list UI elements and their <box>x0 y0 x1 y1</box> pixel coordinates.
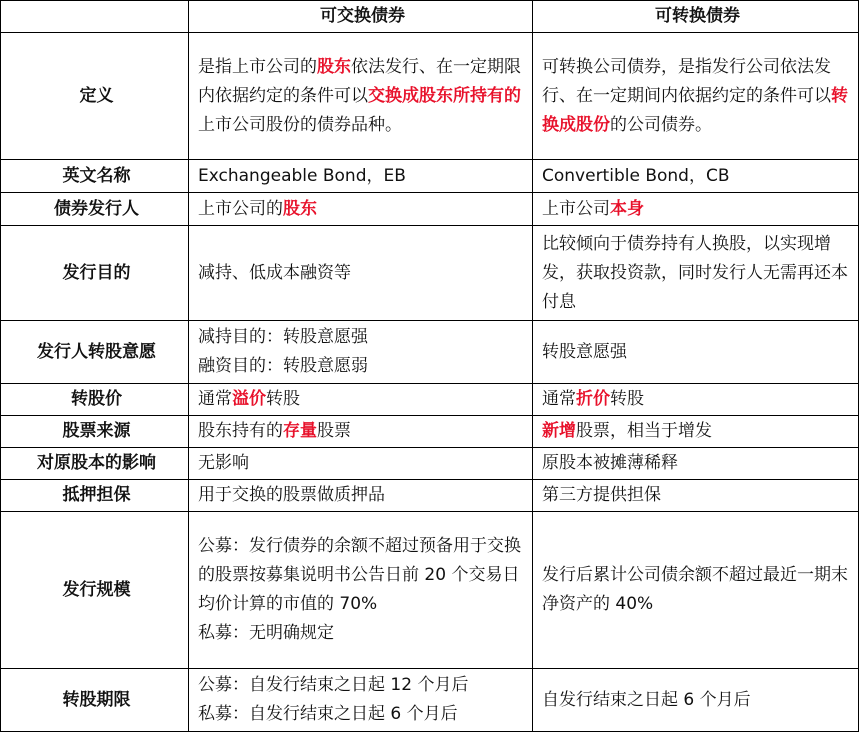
header-convertible-bond: 可转换债券 <box>533 1 859 33</box>
text: 上市公司的 <box>198 198 283 219</box>
row-label-english-name: 英文名称 <box>1 160 189 193</box>
highlight-text: 溢价 <box>232 389 266 409</box>
cell-purpose-cb: 比较倾向于债券持有人换股，以实现增发，获取投资款，同时发行人无需再还本付息 <box>533 226 859 321</box>
cell-issuer-cb <box>533 193 859 226</box>
cell-definition-eb <box>189 33 533 160</box>
highlight-text: 股东 <box>317 56 351 77</box>
text: 上市公司股份的债券品种。 <box>198 114 402 135</box>
text-line: 私募：无明确规定 <box>198 623 334 643</box>
text-line: 融资目的：转股意愿弱 <box>198 356 368 376</box>
row-scale <box>1 512 859 669</box>
row-label-definition: 定义 <box>1 33 189 160</box>
row-definition <box>1 33 859 160</box>
cell-source-eb <box>189 416 533 448</box>
row-label-impact: 对原股本的影响 <box>1 448 189 480</box>
text: 通常 <box>542 389 576 409</box>
cell-impact-cb: 原股本被摊薄稀释 <box>533 448 859 480</box>
text: 转股 <box>610 389 644 409</box>
text: 通常 <box>198 389 232 409</box>
row-label-price: 转股价 <box>1 384 189 416</box>
text: 依法发行、在一定期限内依据约定的条件可以 <box>198 56 521 106</box>
row-impact <box>1 448 859 480</box>
cell-issuer-eb <box>189 193 533 226</box>
row-label-period: 转股期限 <box>1 669 189 732</box>
text: 股东持有的 <box>198 421 283 441</box>
text-line: 公募：发行债券的余额不超过预备用于交换的股票按募集说明书公告日前 20 个交易日均价计算的市值的 70% <box>198 536 521 614</box>
cell-english-name-cb: Convertible Bond，CB <box>533 160 859 193</box>
cell-english-name-eb: Exchangeable Bond，EB <box>189 160 533 193</box>
text: 可转换公司债券，是指发行公司依法发行、在一定期间内依据约定的条件可以 <box>542 56 831 106</box>
cell-purpose-eb: 减持、低成本融资等 <box>189 226 533 321</box>
text: 转股 <box>266 389 300 409</box>
cell-scale-eb <box>189 512 533 669</box>
header-row <box>1 1 859 33</box>
row-issuer <box>1 193 859 226</box>
row-source <box>1 416 859 448</box>
row-purpose <box>1 226 859 321</box>
cell-collateral-cb: 第三方提供担保 <box>533 480 859 512</box>
row-label-issuer: 债券发行人 <box>1 193 189 226</box>
header-corner <box>1 1 189 33</box>
cell-willingness-eb <box>189 321 533 384</box>
header-exchangeable-bond: 可交换债券 <box>189 1 533 33</box>
row-collateral <box>1 480 859 512</box>
highlight-text: 折价 <box>576 389 610 409</box>
highlight-text: 本身 <box>610 198 644 219</box>
highlight-text: 转换成股份 <box>542 85 848 135</box>
row-willingness <box>1 321 859 384</box>
row-period <box>1 669 859 732</box>
highlight-text: 股东 <box>283 198 317 219</box>
cell-scale-cb: 发行后累计公司债余额不超过最近一期末净资产的 40% <box>533 512 859 669</box>
row-label-collateral: 抵押担保 <box>1 480 189 512</box>
text: 的公司债券。 <box>610 114 712 135</box>
cell-price-eb <box>189 384 533 416</box>
row-label-scale: 发行规模 <box>1 512 189 669</box>
row-label-purpose: 发行目的 <box>1 226 189 321</box>
cell-impact-eb: 无影响 <box>189 448 533 480</box>
highlight-text: 交换成股东所持有的 <box>368 85 521 106</box>
text-line: 私募：自发行结束之日起 6 个月后 <box>198 704 458 724</box>
text-line: 减持目的：转股意愿强 <box>198 327 368 347</box>
text: 股票，相当于增发 <box>576 421 712 441</box>
highlight-text: 新增 <box>542 421 576 441</box>
cell-definition-cb <box>533 33 859 160</box>
text-line: 公募：自发行结束之日起 12 个月后 <box>198 675 469 695</box>
row-english-name <box>1 160 859 193</box>
row-label-source: 股票来源 <box>1 416 189 448</box>
text: 上市公司 <box>542 198 610 219</box>
cell-period-cb: 自发行结束之日起 6 个月后 <box>533 669 859 732</box>
text: 股票 <box>317 421 351 441</box>
highlight-text: 存量 <box>283 421 317 441</box>
cell-price-cb <box>533 384 859 416</box>
cell-source-cb <box>533 416 859 448</box>
text: 是指上市公司的 <box>198 56 317 77</box>
cell-willingness-cb: 转股意愿强 <box>533 321 859 384</box>
cell-period-eb <box>189 669 533 732</box>
cell-collateral-eb: 用于交换的股票做质押品 <box>189 480 533 512</box>
row-price <box>1 384 859 416</box>
row-label-willingness: 发行人转股意愿 <box>1 321 189 384</box>
